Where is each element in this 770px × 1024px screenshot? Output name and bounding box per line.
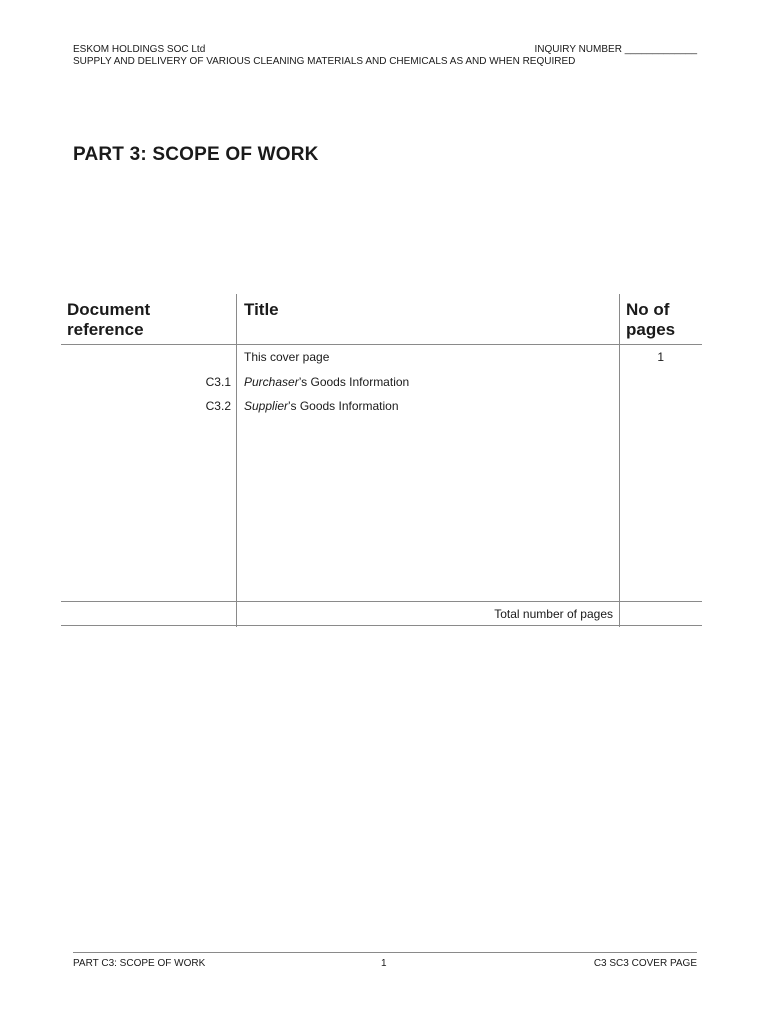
col-header-title: Title xyxy=(244,300,279,319)
footer-part: PART C3: SCOPE OF WORK xyxy=(73,958,206,969)
page-title: PART 3: SCOPE OF WORK xyxy=(73,144,319,165)
row-title-emphasis: Purchaser xyxy=(244,375,299,389)
col-header-pages: No of pages xyxy=(626,300,676,339)
row-ref: C3.1 xyxy=(205,375,231,389)
company-name: ESKOM HOLDINGS SOC Ltd xyxy=(73,44,206,55)
page-footer xyxy=(73,952,697,970)
row-title xyxy=(244,350,329,364)
tender-description: SUPPLY AND DELIVERY OF VARIOUS CLEANING MATERIALS AND CHEMICALS AS AND WHEN REQUIRED xyxy=(73,56,576,67)
row-pages: 1 xyxy=(657,350,664,364)
row-title-emphasis: Supplier xyxy=(244,399,289,413)
footer-page-number: 1 xyxy=(381,958,387,969)
row-title-text: ’s Goods Information xyxy=(288,399,399,413)
row-title xyxy=(244,399,399,413)
page-header xyxy=(73,44,697,68)
contents-table xyxy=(61,294,702,627)
inquiry-number: INQUIRY NUMBER _____________ xyxy=(534,44,697,55)
footer-doc-code: C3 SC3 COVER PAGE xyxy=(593,958,697,969)
row-title-text: This cover page xyxy=(244,350,330,364)
col-header-reference: Document reference xyxy=(67,300,151,339)
row-title-text: ’s Goods Information xyxy=(298,375,410,389)
row-title xyxy=(244,375,409,389)
total-label: Total number of pages xyxy=(494,607,613,621)
row-ref: C3.2 xyxy=(205,399,231,413)
header-divider xyxy=(61,344,702,345)
total-divider-bottom xyxy=(61,625,702,626)
total-divider-top xyxy=(61,601,702,602)
